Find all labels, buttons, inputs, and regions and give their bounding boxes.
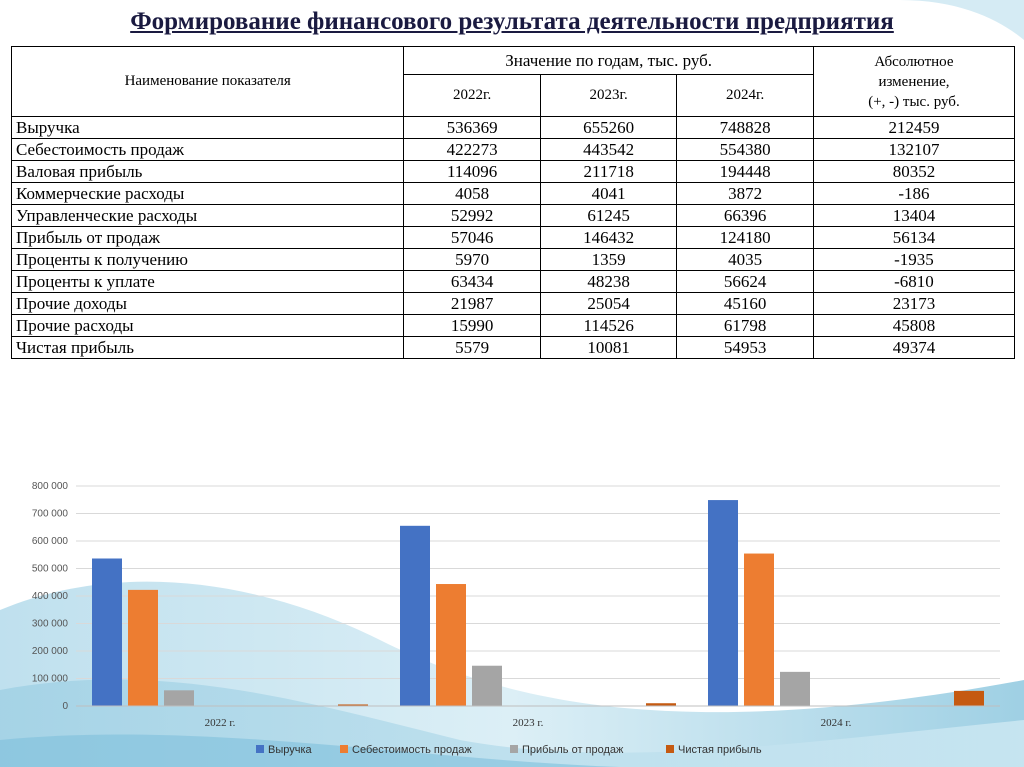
y-tick-label: 500 000: [31, 563, 68, 575]
table-row: [12, 293, 1015, 315]
legend-label: Прибыль от продаж: [522, 744, 624, 756]
row-absolute-change: 13404: [813, 205, 1014, 227]
row-value-year-3: 554380: [677, 139, 814, 161]
row-absolute-change: 45808: [813, 315, 1014, 337]
row-value-year-1: 4058: [404, 183, 541, 205]
row-value-year-1: 15990: [404, 315, 541, 337]
legend-swatch: [510, 745, 518, 753]
legend-label: Выручка: [268, 744, 312, 756]
row-value-year-2: 25054: [540, 293, 677, 315]
y-tick-label: 300 000: [31, 618, 68, 630]
row-value-year-1: 114096: [404, 161, 541, 183]
row-value-year-3: 45160: [677, 293, 814, 315]
row-absolute-change: 212459: [813, 117, 1014, 139]
row-value-year-2: 61245: [540, 205, 677, 227]
column-header-year-2024: 2024г.: [677, 75, 814, 117]
financial-results-table: [11, 46, 1015, 359]
row-absolute-change: 80352: [813, 161, 1014, 183]
row-value-year-2: 1359: [540, 249, 677, 271]
row-value-year-3: 124180: [677, 227, 814, 249]
row-absolute-change: 132107: [813, 139, 1014, 161]
legend-label: Себестоимость продаж: [352, 744, 472, 756]
table-body: [12, 117, 1015, 359]
y-tick-label: 600 000: [31, 536, 68, 547]
y-tick-label: 100 000: [31, 673, 68, 685]
table-row: [12, 337, 1015, 359]
legend-swatch: [256, 745, 264, 753]
category-label: 2022 г.: [204, 717, 236, 729]
row-absolute-change: 23173: [813, 293, 1014, 315]
row-value-year-2: 443542: [540, 139, 677, 161]
row-value-year-3: 748828: [677, 117, 814, 139]
row-value-year-1: 63434: [404, 271, 541, 293]
row-value-year-1: 21987: [404, 293, 541, 315]
row-value-year-3: 3872: [677, 183, 814, 205]
row-indicator-name: Проценты к получению: [12, 249, 404, 271]
row-value-year-1: 5970: [404, 249, 541, 271]
row-value-year-3: 194448: [677, 161, 814, 183]
row-indicator-name: Прочие расходы: [12, 315, 404, 337]
chart-svg: [0, 470, 1024, 767]
row-absolute-change: -1935: [813, 249, 1014, 271]
table-row: [12, 249, 1015, 271]
y-tick-label: 800 000: [31, 481, 68, 492]
table-row: [12, 139, 1015, 161]
bar-2-2022г: [128, 590, 158, 706]
table-row: [12, 315, 1015, 337]
bar-1-2022г: [92, 558, 122, 706]
row-value-year-2: 211718: [540, 161, 677, 183]
row-value-year-3: 66396: [677, 205, 814, 227]
row-value-year-3: 56624: [677, 271, 814, 293]
legend-swatch: [340, 745, 348, 753]
row-indicator-name: Себестоимость продаж: [12, 139, 404, 161]
row-absolute-change: 56134: [813, 227, 1014, 249]
legend-label: Чистая прибыль: [678, 744, 762, 756]
column-header-year-2023: 2023г.: [540, 75, 677, 117]
row-indicator-name: Выручка: [12, 117, 404, 139]
row-value-year-3: 4035: [677, 249, 814, 271]
bar-1-2024г: [708, 500, 738, 706]
row-value-year-1: 52992: [404, 205, 541, 227]
row-value-year-2: 48238: [540, 271, 677, 293]
bar-3-2022г: [164, 690, 194, 706]
column-header-absolute-change: Абсолютное изменение, (+, -) тыс. руб.: [813, 47, 1014, 117]
table-row: [12, 227, 1015, 249]
page-title: Формирование финансового результата деятельности предприятия: [130, 8, 894, 35]
row-value-year-2: 146432: [540, 227, 677, 249]
row-indicator-name: Коммерческие расходы: [12, 183, 404, 205]
row-value-year-2: 655260: [540, 117, 677, 139]
table-row: [12, 161, 1015, 183]
table-row: [12, 117, 1015, 139]
row-value-year-1: 422273: [404, 139, 541, 161]
column-header-year-2022: 2022г.: [404, 75, 541, 117]
row-value-year-1: 536369: [404, 117, 541, 139]
row-indicator-name: Проценты к уплате: [12, 271, 404, 293]
row-value-year-3: 54953: [677, 337, 814, 359]
row-indicator-name: Прибыль от продаж: [12, 227, 404, 249]
row-value-year-2: 10081: [540, 337, 677, 359]
row-value-year-3: 61798: [677, 315, 814, 337]
y-tick-label: 200 000: [31, 646, 68, 657]
table-row: [12, 205, 1015, 227]
y-tick-label: 700 000: [31, 508, 68, 520]
bar-4-2024г: [954, 691, 984, 706]
row-value-year-2: 4041: [540, 183, 677, 205]
bar-3-2023г: [472, 666, 502, 706]
row-absolute-change: 49374: [813, 337, 1014, 359]
y-tick-label: 400 000: [31, 591, 68, 602]
bar-chart: [0, 470, 1024, 767]
row-value-year-2: 114526: [540, 315, 677, 337]
row-indicator-name: Прочие доходы: [12, 293, 404, 315]
category-label: 2023 г.: [512, 717, 544, 729]
bar-2-2023г: [436, 584, 466, 706]
column-header-values-by-year: Значение по годам, тыс. руб.: [404, 47, 814, 75]
category-label: 2024 г.: [820, 717, 852, 729]
table-row: [12, 183, 1015, 205]
bar-3-2024г: [780, 672, 810, 706]
row-value-year-1: 5579: [404, 337, 541, 359]
row-absolute-change: -6810: [813, 271, 1014, 293]
row-indicator-name: Валовая прибыль: [12, 161, 404, 183]
y-tick-label: 0: [62, 701, 68, 712]
column-header-indicator: Наименование показателя: [12, 47, 404, 117]
bar-2-2024г: [744, 554, 774, 706]
table-row: [12, 271, 1015, 293]
row-indicator-name: Управленческие расходы: [12, 205, 404, 227]
bar-1-2023г: [400, 526, 430, 706]
row-value-year-1: 57046: [404, 227, 541, 249]
row-indicator-name: Чистая прибыль: [12, 337, 404, 359]
row-absolute-change: -186: [813, 183, 1014, 205]
legend-swatch: [666, 745, 674, 753]
